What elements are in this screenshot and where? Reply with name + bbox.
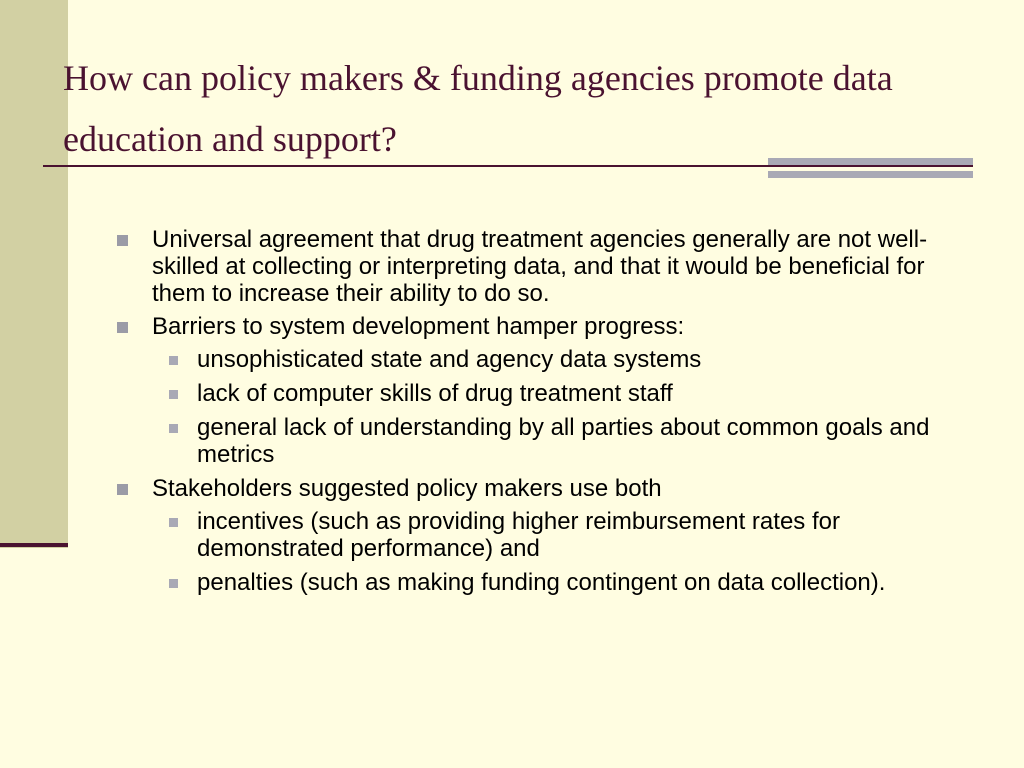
square-bullet-icon bbox=[117, 484, 128, 495]
sub-bullet-list bbox=[152, 508, 975, 596]
bullet-text: Universal agreement that drug treatment agencies generally are not well-skilled at collecting or interpreting data, and that it would be beneficial for them to increase their ability to do so. bbox=[152, 226, 928, 307]
square-bullet-icon bbox=[169, 390, 178, 399]
square-bullet-icon bbox=[169, 579, 178, 588]
bullet-item bbox=[115, 226, 975, 307]
sub-bullet-text: lack of computer skills of drug treatment staff bbox=[197, 380, 673, 407]
sub-bullet-item bbox=[152, 380, 975, 407]
bullet-item bbox=[115, 475, 975, 596]
sub-bullet-text: general lack of understanding by all parties about common goals and metrics bbox=[197, 414, 930, 468]
square-bullet-icon bbox=[169, 518, 178, 527]
sub-bullet-item bbox=[152, 569, 975, 596]
bullet-item bbox=[115, 313, 975, 468]
square-bullet-icon bbox=[169, 356, 178, 365]
sub-bullet-text: penalties (such as making funding contingent on data collection). bbox=[197, 569, 886, 596]
title-accent-bar-top bbox=[768, 158, 973, 165]
title-accent bbox=[768, 158, 973, 178]
bullet-list bbox=[115, 226, 975, 596]
sub-bullet-item bbox=[152, 346, 975, 373]
bullet-text: Stakeholders suggested policy makers use both bbox=[152, 475, 662, 502]
sub-bullet-item bbox=[152, 508, 975, 562]
sub-bullet-text: unsophisticated state and agency data systems bbox=[197, 346, 702, 373]
bullet-text: Barriers to system development hamper progress: bbox=[152, 313, 685, 340]
square-bullet-icon bbox=[117, 235, 128, 246]
square-bullet-icon bbox=[117, 322, 128, 333]
sub-bullet-item bbox=[152, 414, 975, 468]
side-bar-rule bbox=[0, 543, 68, 547]
sub-bullet-text: incentives (such as providing higher reimbursement rates for demonstrated performance) and bbox=[197, 508, 840, 562]
side-bar bbox=[0, 0, 68, 548]
title-accent-bar-bottom bbox=[768, 171, 973, 178]
square-bullet-icon bbox=[169, 424, 178, 433]
slide-content bbox=[115, 226, 975, 603]
slide-title: How can policy makers & funding agencies promote data education and support? bbox=[63, 58, 893, 159]
sub-bullet-list bbox=[152, 346, 975, 468]
